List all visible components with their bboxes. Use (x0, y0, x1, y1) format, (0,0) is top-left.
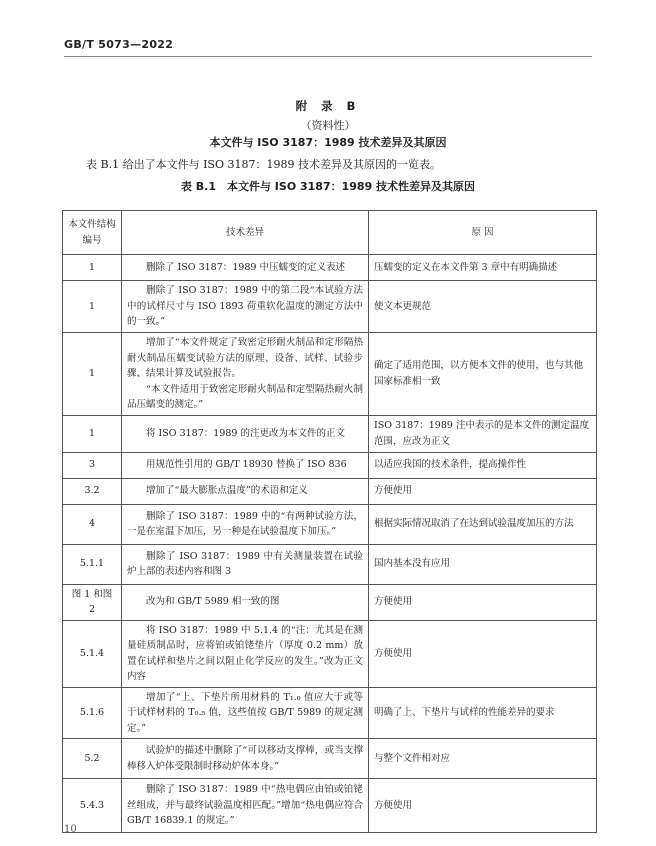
cell-reason: 确定了适用范围，以方便本文件的使用，也与其他国家标准相一致 (369, 333, 597, 416)
table-row (63, 779, 597, 833)
cell-structure-number: 3 (63, 452, 122, 478)
cell-structure-number: 图 1 和图 2 (63, 584, 122, 620)
cell-technical-difference (122, 584, 369, 620)
table-row (63, 620, 597, 687)
cell-technical-difference (122, 255, 369, 281)
cell-reason: 方便使用 (369, 620, 597, 687)
table-row (63, 504, 597, 544)
header-technical-difference: 技术差异 (122, 211, 369, 255)
table-row (63, 544, 597, 584)
difference-text: 删除了 ISO 3187：1989 中的“有两种试验方法，一是在室温下加压，另一种是在试验温度下加压。” (127, 510, 363, 537)
cell-structure-number: 5.1.4 (63, 620, 122, 687)
standard-code: GB/T 5073—2022 (64, 38, 174, 51)
difference-text: 试验炉的描述中删除了“可以移动支撑棒，或当支撑棒移入炉体受限制时移动炉体本身。” (127, 745, 363, 772)
difference-text: 增加了“本文件规定了致密定形耐火制品和定形隔热耐火制品压蠕变试验方法的原理、设备、试样、试验步骤、结果计算及试验报告。 (127, 337, 363, 379)
cell-reason: 与整个文件相对应 (369, 739, 597, 779)
cell-structure-number: 1 (63, 415, 122, 452)
cell-technical-difference (122, 687, 369, 739)
header-rule (64, 56, 592, 57)
cell-technical-difference (122, 281, 369, 333)
cell-reason: 明确了上、下垫片与试样的性能差异的要求 (369, 687, 597, 739)
cell-structure-number: 3.2 (63, 478, 122, 504)
difference-text: 删除了 ISO 3187：1989 中“热电偶应由铂或铂铑丝组成，并与最终试验温度相匹配。”增加“热电偶应符合 GB/T 16839.1 的规定。” (127, 784, 363, 827)
cell-structure-number: 5.1.1 (63, 544, 122, 584)
table-header-row (63, 211, 597, 255)
cell-reason: 国内基本没有应用 (369, 544, 597, 584)
difference-text: 用规范性引用的 GB/T 18930 替换了 ISO 836 (146, 459, 347, 471)
table-row (63, 584, 597, 620)
cell-structure-number: 5.4.3 (63, 779, 122, 833)
cell-technical-difference (122, 452, 369, 478)
header-structure-number: 本文件结构编号 (63, 211, 122, 255)
cell-structure-number: 5.2 (63, 739, 122, 779)
cell-reason: 方便使用 (369, 779, 597, 833)
cell-technical-difference (122, 478, 369, 504)
table-caption: 表 B.1 本文件与 ISO 3187：1989 技术性差异及其原因 (180, 180, 476, 193)
table-row (63, 687, 597, 739)
cell-reason: 使文本更规范 (369, 281, 597, 333)
cell-technical-difference (122, 779, 369, 833)
cell-structure-number: 1 (63, 255, 122, 281)
difference-text: “本文件适用于致密定形耐火制品和定型隔热耐火制品压蠕变的测定。” (127, 383, 363, 410)
difference-text: 增加了“最大膨胀点温度”的术语和定义 (146, 485, 308, 497)
difference-text: 删除了 ISO 3187：1989 中的第二段“本试验方法中的试样尺寸与 ISO 1893 荷重软化温度的测定方法中的一致。” (127, 285, 363, 328)
cell-technical-difference (122, 333, 369, 416)
difference-text: 删除了 ISO 3187：1989 中有关测量装置在试验炉上部的表述内容和图 3 (127, 550, 363, 577)
table-row (63, 739, 597, 779)
difference-text: 增加了“上、下垫片所用材料的 T₁.₀ 值应大于或等于试样材料的 T₀.₅ 值，这些值按 GB/T 5989 的规定测定。” (127, 691, 363, 734)
cell-structure-number: 5.1.6 (63, 687, 122, 739)
differences-table (62, 210, 597, 833)
difference-text: 将 ISO 3187：1989 中 5.1.4 的“注：尤其是在测量硅质制品时，应将铂或铂铑垫片（厚度 0.2 mm）放置在试样和垫片之间以阻止化学反应的发生。”改为正文内容 (127, 624, 363, 682)
appendix-heading: 本文件与 ISO 3187：1989 技术差异及其原因 (209, 136, 447, 149)
cell-technical-difference (122, 620, 369, 687)
appendix-nature: （资料性） (300, 119, 356, 132)
difference-text: 将 ISO 3187：1989 的注更改为本文件的正文 (146, 427, 345, 439)
page-number: 10 (64, 824, 77, 835)
table-row (63, 415, 597, 452)
cell-reason: 以适应我国的技术条件，提高操作性 (369, 452, 597, 478)
table-row (63, 333, 597, 416)
cell-technical-difference (122, 544, 369, 584)
appendix-title: 附 录 B (295, 99, 361, 113)
cell-structure-number: 1 (63, 281, 122, 333)
table-row (63, 452, 597, 478)
cell-technical-difference (122, 415, 369, 452)
table-row (63, 281, 597, 333)
header-reason: 原 因 (369, 211, 597, 255)
cell-technical-difference (122, 504, 369, 544)
difference-text: 改为和 GB/T 5989 相一致的图 (146, 596, 280, 608)
cell-reason: 方便使用 (369, 584, 597, 620)
table-row (63, 478, 597, 504)
intro-paragraph: 表 B.1 给出了本文件与 ISO 3187：1989 技术差异及其原因的一览表。 (86, 158, 441, 171)
cell-reason: 方便使用 (369, 478, 597, 504)
cell-structure-number: 4 (63, 504, 122, 544)
table-row (63, 255, 597, 281)
cell-reason: ISO 3187：1989 注中表示的是本文件的测定温度范围，应改为正文 (369, 415, 597, 452)
cell-structure-number: 1 (63, 333, 122, 416)
cell-reason: 根据实际情况取消了在达到试验温度加压的方法 (369, 504, 597, 544)
cell-reason: 压蠕变的定义在本文件第 3 章中有明确描述 (369, 255, 597, 281)
difference-text: 删除了 ISO 3187：1989 中压蠕变的定义表述 (146, 261, 345, 273)
cell-technical-difference (122, 739, 369, 779)
